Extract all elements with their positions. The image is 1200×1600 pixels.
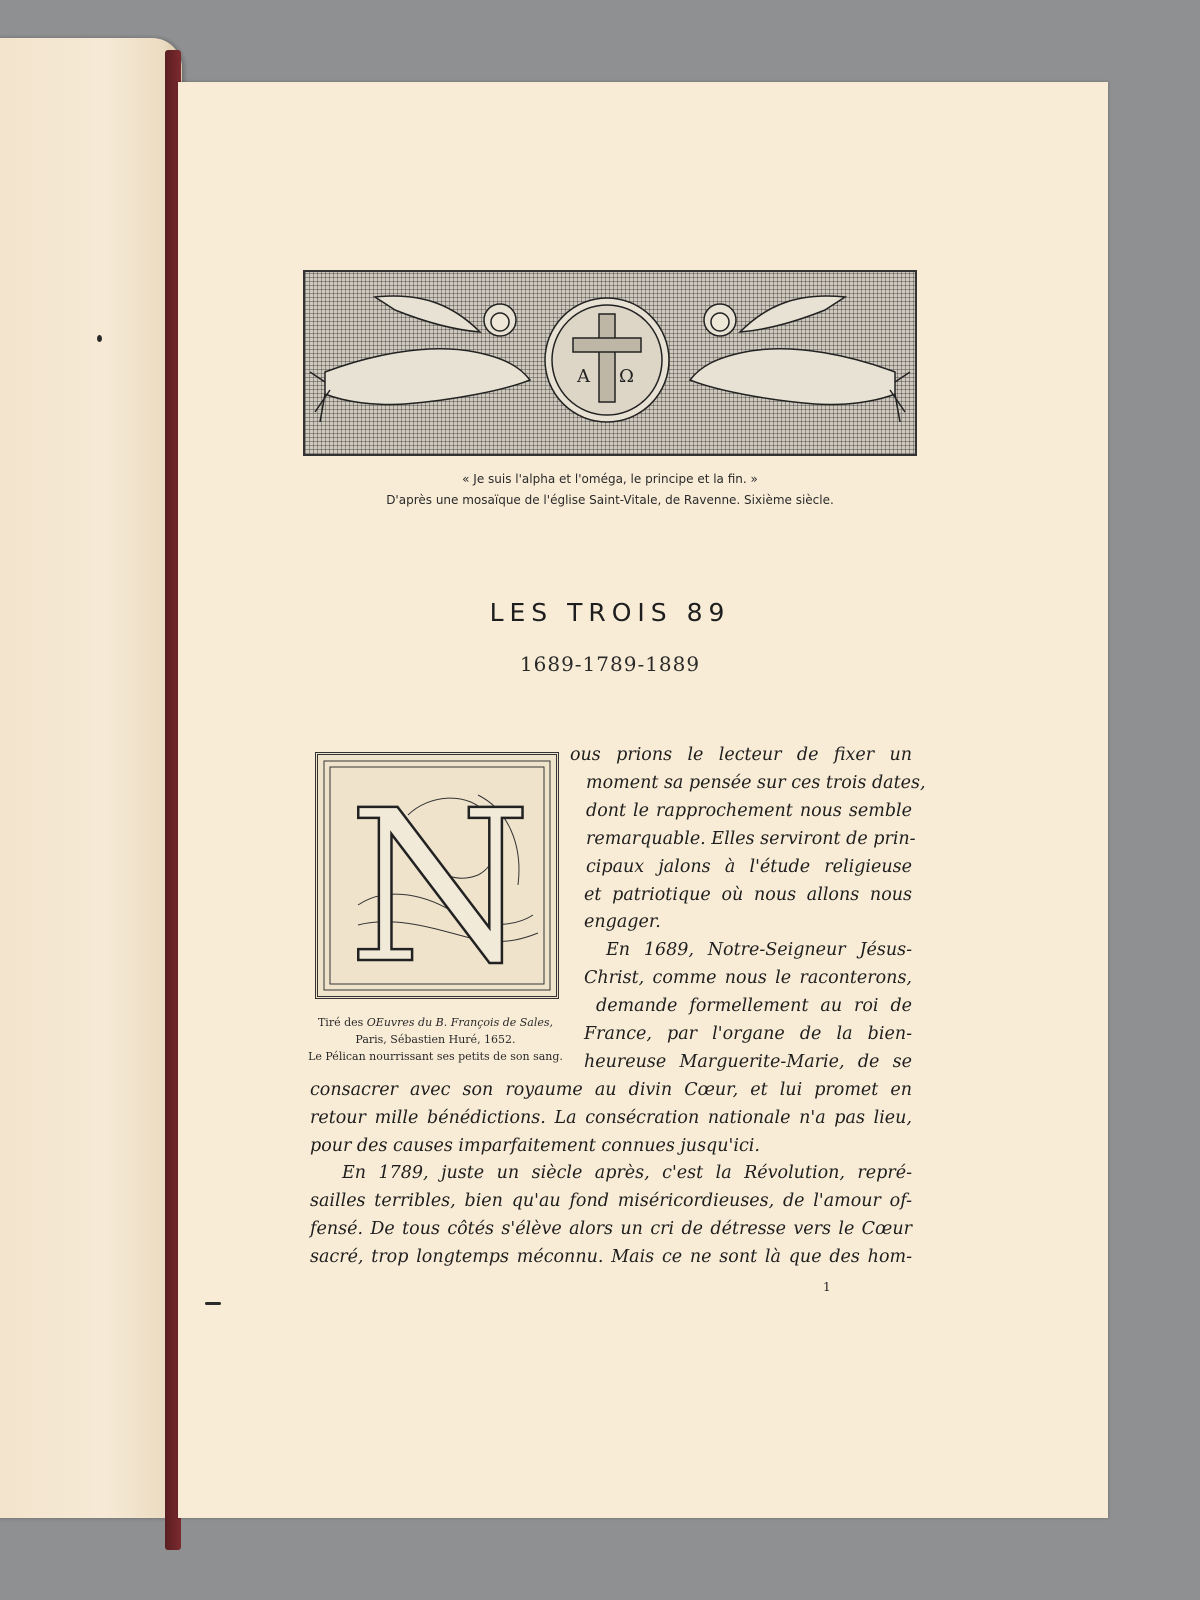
body-line: moment sa pensée sur ces trois dates, — [586, 773, 926, 793]
illustration-caption-quote: « Je suis l'alpha et l'oméga, le principe et la fin. » — [462, 472, 758, 486]
body-line: remarquable. Elles serviront de prin- — [586, 829, 916, 849]
body-line: demande formellement au roi de — [596, 996, 912, 1016]
illustration-caption-source: D'après une mosaïque de l'église Saint-Vitale, de Ravenne. Sixième siècle. — [386, 493, 834, 507]
paper-speck — [205, 1302, 221, 1305]
body-line: En 1789, juste un siècle après, c'est la Révolution, repré- — [342, 1163, 912, 1183]
left-page — [0, 38, 182, 1518]
initial-caption-title: OEuvres du B. François de Sales, — [366, 1016, 554, 1029]
body-line: et patriotique où nous allons nous — [584, 885, 912, 905]
header-illustration — [303, 270, 917, 456]
body-line: consacrer avec son royaume au divin Cœur, et lui promet en — [310, 1080, 912, 1100]
body-line: heureuse Marguerite-Marie, de se — [584, 1052, 912, 1072]
body-line: retour mille bénédictions. La consécration nationale n'a pas lieu, — [310, 1108, 912, 1128]
body-line: Christ, comme nous le raconterons, — [584, 968, 912, 988]
initial-letter: N — [348, 765, 532, 996]
body-line: En 1689, Notre-Seigneur Jésus- — [606, 940, 912, 960]
pelican-initial-icon — [318, 755, 556, 996]
body-line: sacré, trop longtemps méconnu. Mais ce ne sont là que des hom- — [310, 1247, 912, 1267]
chapter-subtitle: 1689-1789-1889 — [519, 652, 701, 676]
angels-mosaic-icon — [305, 272, 915, 454]
body-line: ous prions le lecteur de fixer un — [570, 745, 912, 765]
initial-caption-line3: Le Pélican nourrissant ses petits de son sang. — [308, 1050, 563, 1063]
page-number: 1 — [823, 1280, 831, 1294]
medallion-alpha: A — [577, 366, 590, 387]
body-line: sailles terribles, bien qu'au fond miséricordieuses, de l'amour of- — [310, 1191, 912, 1211]
medallion-omega: Ω — [619, 366, 634, 387]
body-line: pour des causes imparfaitement connues jusqu'ici. — [310, 1136, 760, 1156]
body-line: dont le rapprochement nous semble — [586, 801, 912, 821]
body-line: fensé. De tous côtés s'élève alors un cri de détresse vers le Cœur — [310, 1219, 912, 1239]
initial-caption-line2: Paris, Sébastien Huré, 1652. — [355, 1033, 516, 1046]
body-line: cipaux jalons à l'étude religieuse — [586, 857, 912, 877]
chapter-title: LES TROIS 89 — [489, 598, 731, 627]
body-line: engager. — [584, 912, 661, 932]
initial-caption-prefix: Tiré des — [317, 1016, 367, 1029]
body-line: France, par l'organe de la bien- — [584, 1024, 912, 1044]
decorated-initial — [315, 752, 559, 999]
paper-speck — [97, 335, 102, 342]
initial-caption-line1 — [303, 1014, 568, 1031]
